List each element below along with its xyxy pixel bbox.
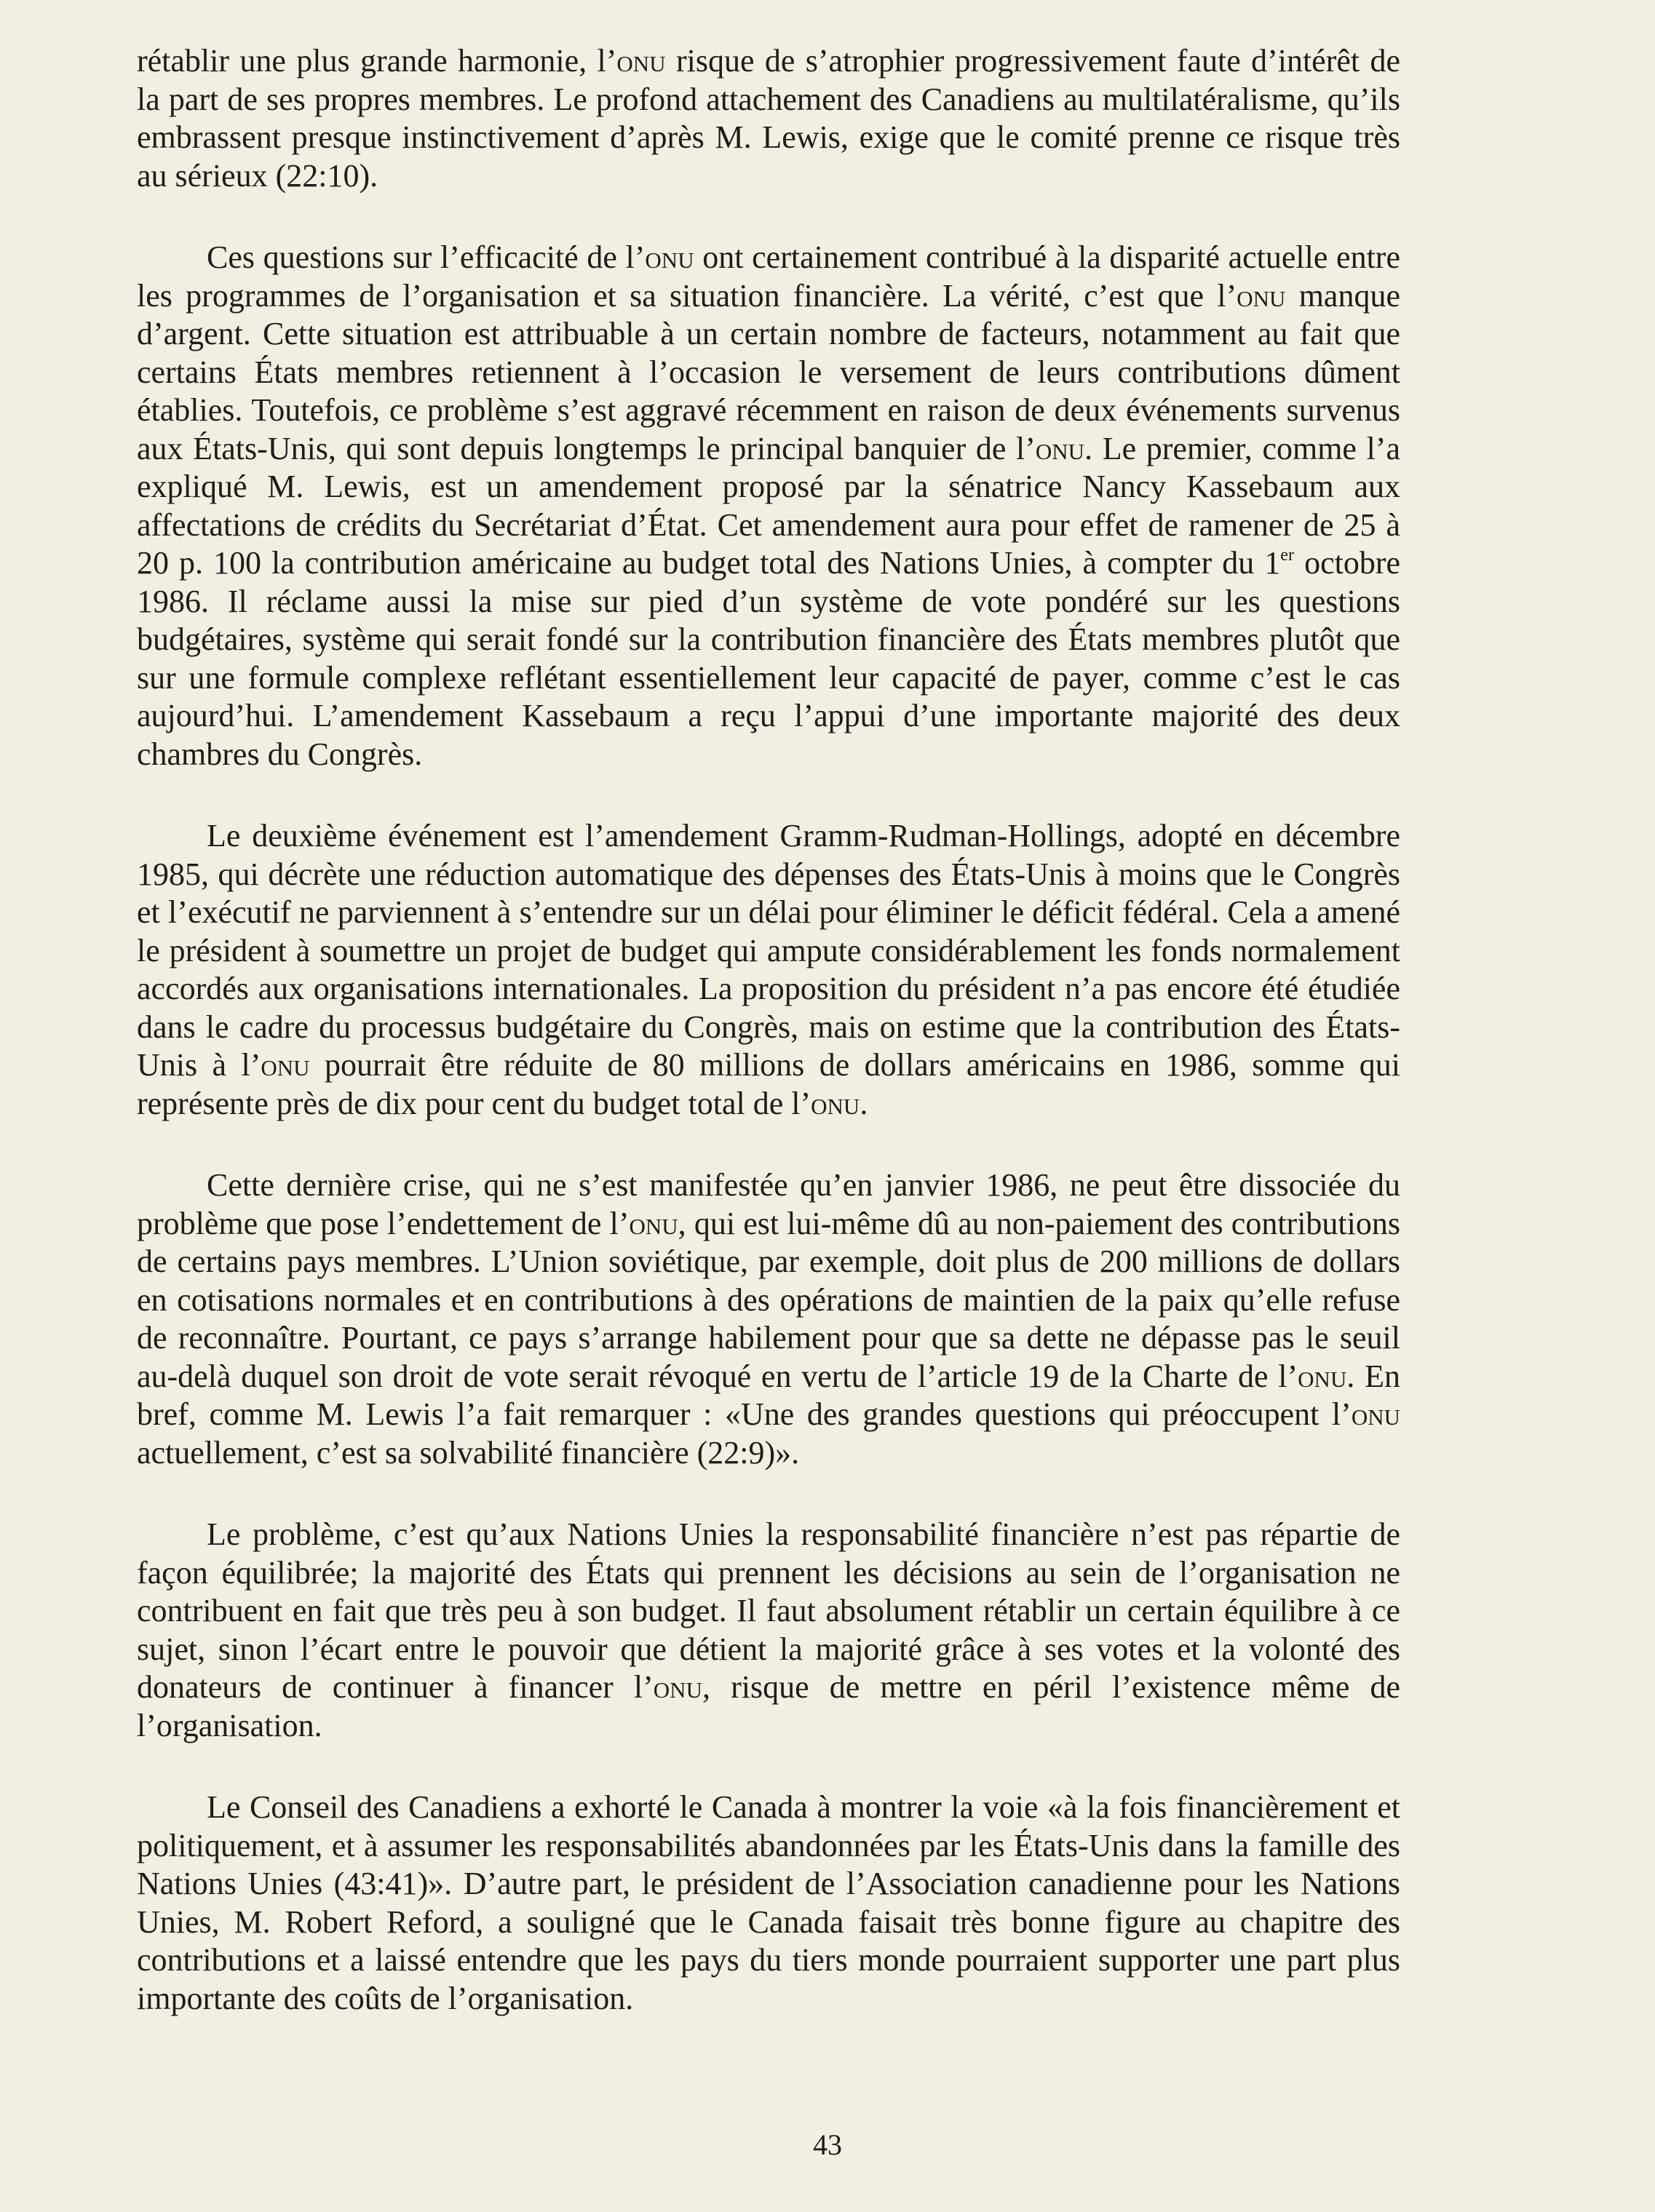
page-body bbox=[137, 42, 1400, 2061]
paragraph-6: Le Conseil des Canadiens a exhorté le Canada à montrer la voie «à la fois financièrement et politiquement, et à assumer les responsabilités abandonnées par les États-Unis dans la famille des Nations Unies (43:41)». D’autre part, le président de l’Association canadienne pour les Nations Unies, M. Robert Reford, a souligné que le Canada faisait très bonne figure au chapitre des contributions et a laissé entendre que les pays du tiers monde pourraient supporter une part plus importante des coûts de l’organisation. bbox=[137, 1789, 1400, 2016]
paragraph-3: Le deuxième événement est l’amendement Gramm-Rudman-Hollings, adopté en décembre 1985, qui décrète une réduction automatique des dépenses des États-Unis à moins que le Congrès et l’exécutif ne parviennent à s’entendre sur un délai pour éliminer le déficit fédéral. Cela a amené le président à soumettre un projet de budget qui ampute considérablement les fonds normalement accordés aux organisations internationales. La proposition du président n’a pas encore été étudiée dans le cadre du processus budgétaire du Congrès, mais on estime que la contribution des États-Unis à l’onu pourrait être réduite de 80 millions de dollars américains en 1986, somme qui représente près de dix pour cent du budget total de l’onu. bbox=[137, 818, 1401, 1121]
ordinal-superscript: er bbox=[1280, 544, 1295, 565]
paragraph-5: Le problème, c’est qu’aux Nations Unies la responsabilité financière n’est pas répartie de façon équilibrée; la majorité des États qui prennent les décisions au sein de l’organisation ne contribuent en fait que très peu à son budget. Il faut absolument rétablir un certain équilibre à ce sujet, sinon l’écart entre le pouvoir que détient la majorité grâce à ses votes et la volonté des donateurs de continuer à financer l’onu, risque de mettre en péril l’existence même de l’organisation. bbox=[137, 1516, 1400, 1743]
paragraph-4: Cette dernière crise, qui ne s’est manifestée qu’en janvier 1986, ne peut être dissociée du problème que pose l’endettement de l’onu, qui est lui-même dû au non-paiement des contributions de certains pays membres. L’Union soviétique, par exemple, doit plus de 200 millions de dollars en cotisations normales et en contributions à des opérations de maintien de la paix qu’elle refuse de reconnaître. Pourtant, ce pays s’arrange habilement pour que sa dette ne dépasse pas le seuil au-delà duquel son droit de vote serait révoqué en vertu de l’article 19 de la Charte de l’onu. En bref, comme M. Lewis l’a fait remarquer : «Une des grandes questions qui préoccupent l’onu actuellement, c’est sa solvabilité financière (22:9)». bbox=[137, 1167, 1401, 1471]
paragraph-2 bbox=[137, 239, 1400, 773]
paragraph-2-text-cont: 1er octobre 1986. Il réclame aussi la mise sur pied d’un système de vote pondéré sur les questions budgétaires, système qui serait fondé sur la contribution financière des États membres plutôt que sur une formule complexe reflétant essentiellement leur capacité de payer, comme c’est le cas aujourd’hui. L’amendement Kassebaum a reçu l’appui d’une importante majorité des deux chambres du Congrès. bbox=[137, 544, 1401, 772]
page-number: 43 bbox=[813, 2128, 842, 2161]
paragraph-1: rétablir une plus grande harmonie, l’onu risque de s’atrophier progressivement faute d’intérêt de la part de ses propres membres. Le profond attachement des Canadiens au multilatéralisme, qu’ils embrassent presque instinctivement d’après M. Lewis, exige que le comité prenne ce risque très au sérieux (22:10). bbox=[137, 43, 1400, 194]
paragraph-2-text: Ces questions sur l’efficacité de l’onu ont certainement contribué à la disparité actuelle entre les programmes de l’organisation et sa situation financière. La vérité, c’est que l’onu manque d’argent. Cette situation est attribuable à un certain nombre de facteurs, notamment au fait que certains États membres retiennent à l’occasion le versement de leurs contributions dûment établies. Toutefois, ce problème s’est aggravé récemment en raison de deux événements survenus aux États-Unis, qui sont depuis longtemps le principal banquier de l’onu. Le premier, comme l’a expliqué M. Lewis, est un amendement proposé par la sénatrice Nancy Kassebaum aux affectations de crédits du Secrétariat d’État. Cet amendement aura pour effet de ramener de 25 à 20 p. 100 la contribution américaine au budget total des Nations Unies, à compter du bbox=[137, 239, 1400, 581]
